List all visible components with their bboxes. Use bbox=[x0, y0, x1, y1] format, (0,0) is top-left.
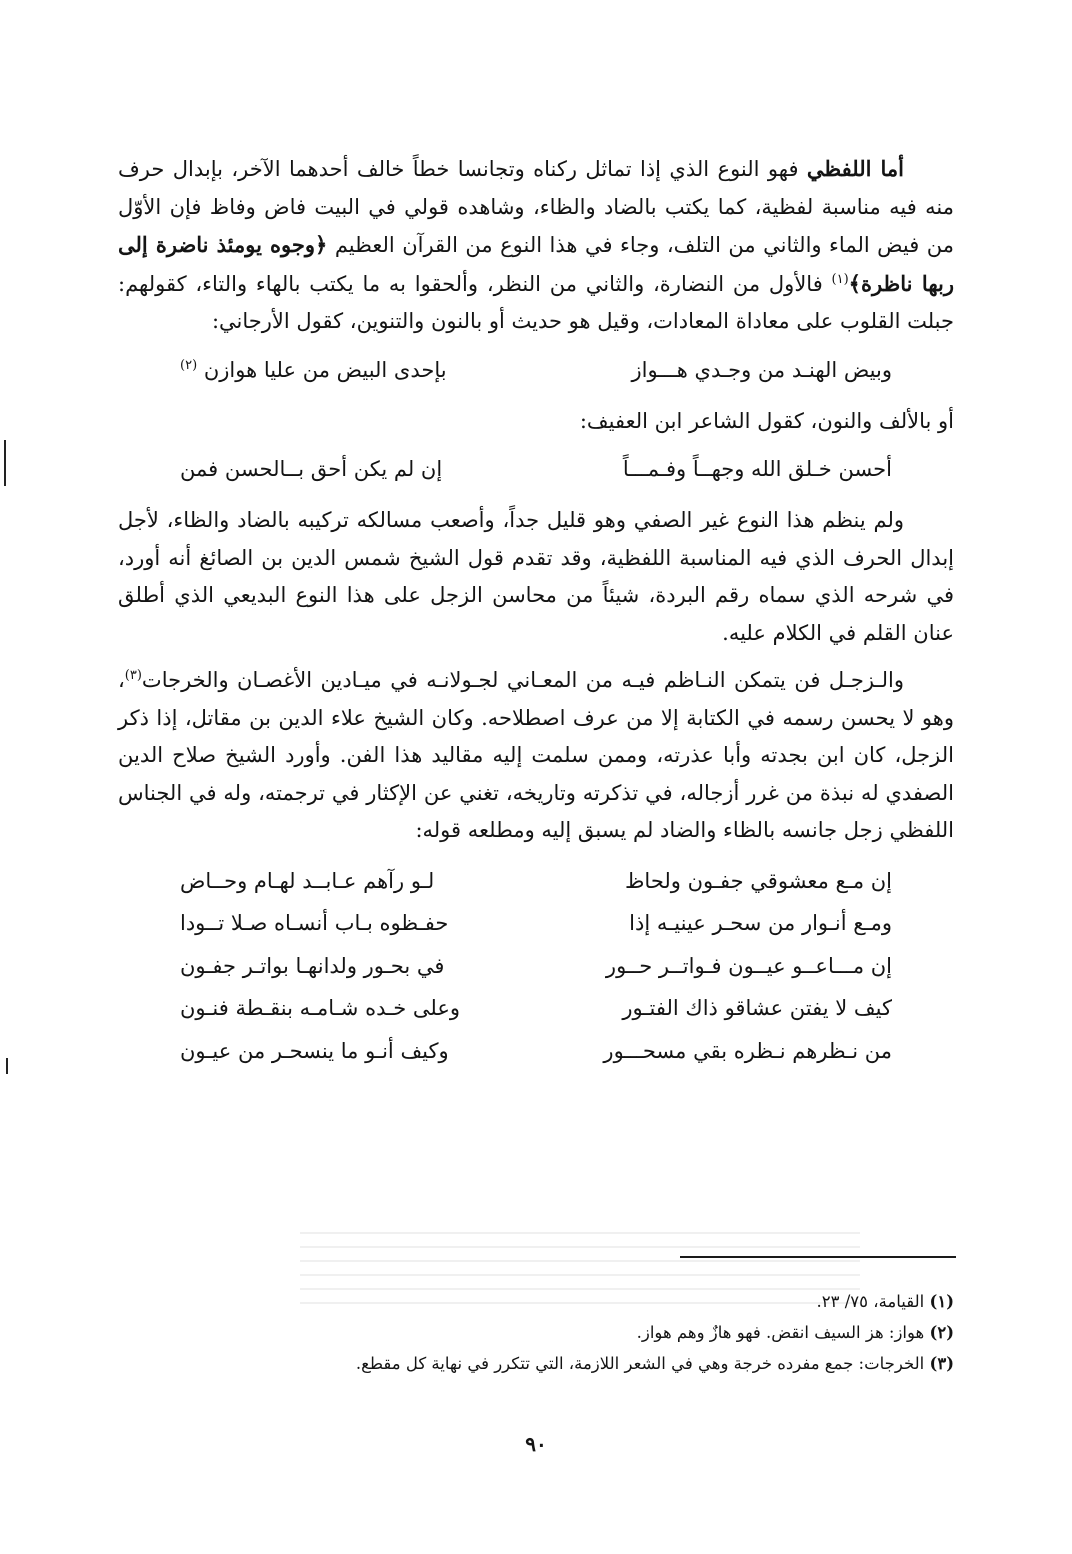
zajal-line bbox=[180, 1030, 892, 1073]
verse-ibn-afif bbox=[118, 450, 954, 488]
zajal-line bbox=[180, 945, 892, 988]
footnote-number: (٣) bbox=[929, 1354, 954, 1373]
zajal-right: كيف لا يفتن عشاقو ذاك الفتـور bbox=[622, 996, 892, 1020]
paragraph-zajal bbox=[118, 662, 954, 850]
footnote-text: الخرجات: جمع مفرده خرجة وهي في الشعر اللازمة، التي تتكرر في نهاية كل مقطع. bbox=[355, 1354, 925, 1373]
footnote-item bbox=[234, 1348, 954, 1379]
zajal-line bbox=[180, 860, 892, 903]
paragraph-text: ، وهو لا يحسن رسمه في الكتابة إلا من عرف اصطلاحه. وكان الشيخ علاء الدين بن مقاتل، إذا ذكر الزجل، كان ابن بجدته وأبا عذرته، وممن سلمت إليه مقاليد هذا الفن. وأورد الشيخ صلاح الدين الصفدي له نبذة من غرر أزجاله، في تذكرته وتاريخه، تغني عن الإكثار في ترجمته، وله في الجناس اللفظي زجل جانسه بالظاء والضاد لم يسبق إليه ومطلعه قوله: bbox=[118, 668, 954, 842]
quran-verse: ﴿وجوه يومئذ ناضرة إلى ربها ناظرة﴾ bbox=[118, 232, 954, 296]
verse-arjani bbox=[118, 351, 954, 389]
paragraph-text: والـزجـل فن يتمكن النـاظم فيـه من المعـاني لجـولانـه في ميـادين الأغصـان والخرجات bbox=[141, 668, 904, 692]
zajal-left: حفـظوه بـاب أنسـاه صـلا تــودا bbox=[180, 911, 449, 935]
paragraph-text: فالأول من النضارة، والثاني من النظر، وألحقوا به ما يكتب بالهاء والتاء، كقولهم: جبلت القلوب على معاداة المعادات، وقيل هو حديث أو بالنون والتنوين، كقول الأرجاني: bbox=[118, 271, 954, 333]
paragraph-lafzi bbox=[118, 150, 954, 341]
zajal-line bbox=[180, 902, 892, 945]
footnote-text: القيامة، ٧٥/ ٢٣. bbox=[816, 1292, 925, 1311]
page-body bbox=[118, 150, 954, 1072]
footnote-ref-1: (١) bbox=[831, 271, 849, 287]
scan-edge-mark bbox=[4, 440, 6, 486]
footnote-ref-3: (٣) bbox=[124, 668, 142, 683]
zajal-right: ومـع أنـوار من سحـر عينيـه إذا bbox=[629, 911, 892, 935]
lead-term: أما اللفظي bbox=[806, 156, 904, 181]
footnote-item bbox=[234, 1286, 954, 1317]
footnote-ref-2: (٢) bbox=[180, 357, 198, 373]
footnote-number: (١) bbox=[929, 1292, 954, 1311]
zajal-poem bbox=[118, 860, 954, 1073]
verse-second-hemistich: إن لم يكن أحق بــالحسن فمن bbox=[180, 457, 443, 481]
verse-first-hemistich: وبيض الهنـد من وجـدي هـــواز bbox=[631, 357, 892, 382]
zajal-left: في بحـور ولدانهـا بواتـر جفـون bbox=[180, 953, 445, 978]
page-number: ٩٠ bbox=[525, 1432, 547, 1456]
zajal-left: وكيف أنـو ما ينسحـر من عيـون bbox=[180, 1038, 449, 1063]
zajal-right: من نـظرهم نـظره بقي مسحـــور bbox=[603, 1038, 892, 1063]
verse-second-text: بإحدى البيض من عليا هوازن bbox=[203, 357, 447, 382]
paragraph-safi: ولم ينظم هذا النوع غير الصفي وهو قليل جداً، وأصعب مسالكه تركيبه بالضاد والظاء، لأجل إبدال الحرف الذي فيه المناسبة اللفظية، وقد تقدم قول الشيخ شمس الدين بن الصائغ أنه أورد، في شرحه الذي سماه رقم البردة، شيئاً من محاسن الزجل على هذا النوع البديعي الذي أطلق عنان القلم في الكلام عليه. bbox=[118, 508, 954, 645]
zajal-line bbox=[180, 987, 892, 1030]
footnote-number: (٢) bbox=[929, 1323, 954, 1342]
footnotes bbox=[234, 1286, 954, 1379]
paragraph-alif-nun: أو بالألف والنون، كقول الشاعر ابن العفيف: bbox=[579, 408, 954, 433]
zajal-right: إن مـع معشوقي جفـون ولحاظ bbox=[625, 868, 892, 893]
footnote-separator bbox=[680, 1256, 956, 1258]
footnote-item bbox=[234, 1317, 954, 1348]
zajal-left: لـو رآهم عـابــد لهـام وحــاض bbox=[180, 868, 435, 893]
zajal-left: وعلى خـده شـامـه بنقـطة فنـون bbox=[180, 996, 461, 1020]
zajal-right: إن مـــاعــو عيــون فـواتــر حــور bbox=[605, 953, 892, 978]
paragraph-text: فهو النوع الذي إذا تماثل ركناه وتجانسا خطاً خالف أحدهما الآخر، بإبدال حرف منه فيه مناسبة لفظية، كما يكتب بالضاد والظاء، وشاهده قولي في البيت فاض وفاظ فإن الأوّل من فيض الماء والثاني من التلف، وجاء في هذا النوع من القرآن العظيم bbox=[118, 157, 954, 257]
verse-second-hemistich bbox=[180, 351, 510, 389]
footnote-text: هواز: هز السيف انقض. فهو هازٌ وهم هواز. bbox=[636, 1323, 925, 1342]
verse-first-hemistich: أحسن خـلق الله وجهــاً وفـمـــاً bbox=[622, 457, 892, 481]
scan-edge-mark bbox=[6, 1058, 8, 1074]
